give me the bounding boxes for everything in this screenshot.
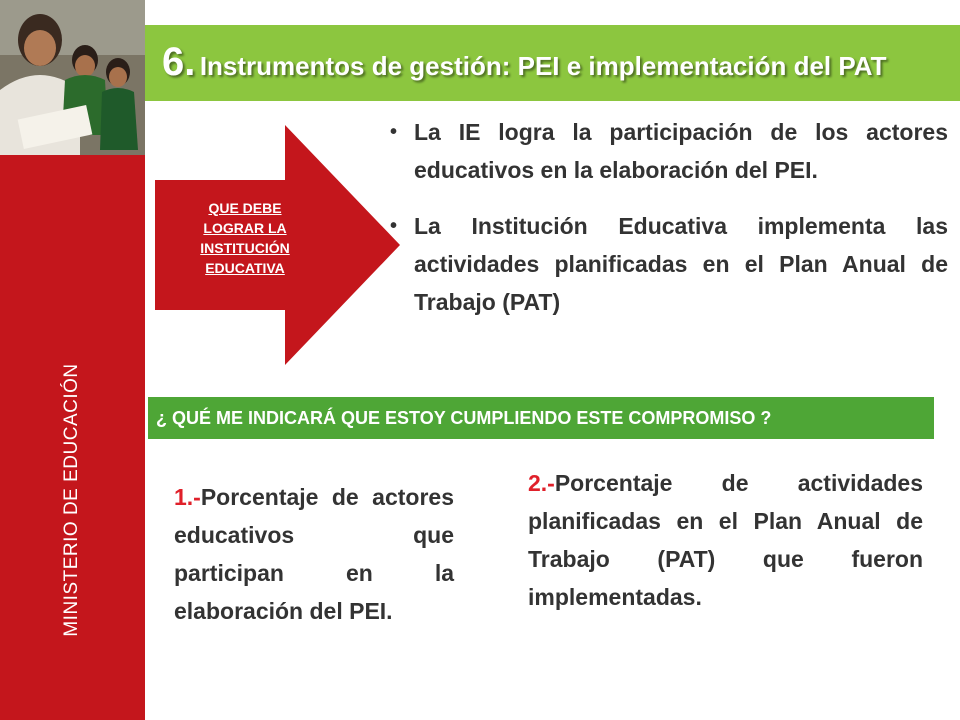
children-reading-photo: [0, 0, 145, 155]
indicator-text: Porcentaje de actividades planificadas en el Plan Anual de Trabajo (PAT) que fueron implementadas.: [528, 470, 923, 610]
section-title: Instrumentos de gestión: PEI e implementación del PAT: [199, 51, 887, 81]
bullet-icon: •: [390, 215, 398, 237]
ministry-label: MINISTERIO DE EDUCACIÓN: [61, 363, 82, 637]
indicator-1: [174, 478, 454, 630]
arrow-label-line: LOGRAR LA: [203, 220, 287, 236]
section-number: 6.: [162, 40, 196, 84]
goal-bullet-list: [388, 113, 948, 339]
arrow-label-line: EDUCATIVA: [205, 260, 285, 276]
indicator-2: [528, 464, 923, 616]
bullet-item: [388, 207, 948, 321]
side-band: [0, 0, 145, 720]
arrow-label: [170, 198, 320, 278]
indicator-text: Porcentaje de actores educativos que participan en la elaboración del PEI.: [174, 484, 454, 624]
bullet-icon: •: [390, 121, 398, 143]
bullet-item: [388, 113, 948, 189]
indicator-number: 1.-: [174, 484, 201, 510]
arrow-label-line: INSTITUCIÓN: [200, 240, 290, 256]
page-title: [162, 40, 952, 85]
indicator-number: 2.-: [528, 470, 555, 496]
question-bar: ¿ QUÉ ME INDICARÁ QUE ESTOY CUMPLIENDO ESTE COMPROMISO ?: [148, 397, 934, 439]
bullet-text: La IE logra la participación de los actores educativos en la elaboración del PEI.: [414, 119, 948, 183]
bullet-text: La Institución Educativa implementa las actividades planificadas en el Plan Anual de Trabajo (PAT): [414, 213, 948, 315]
arrow-label-line: QUE DEBE: [208, 200, 282, 216]
